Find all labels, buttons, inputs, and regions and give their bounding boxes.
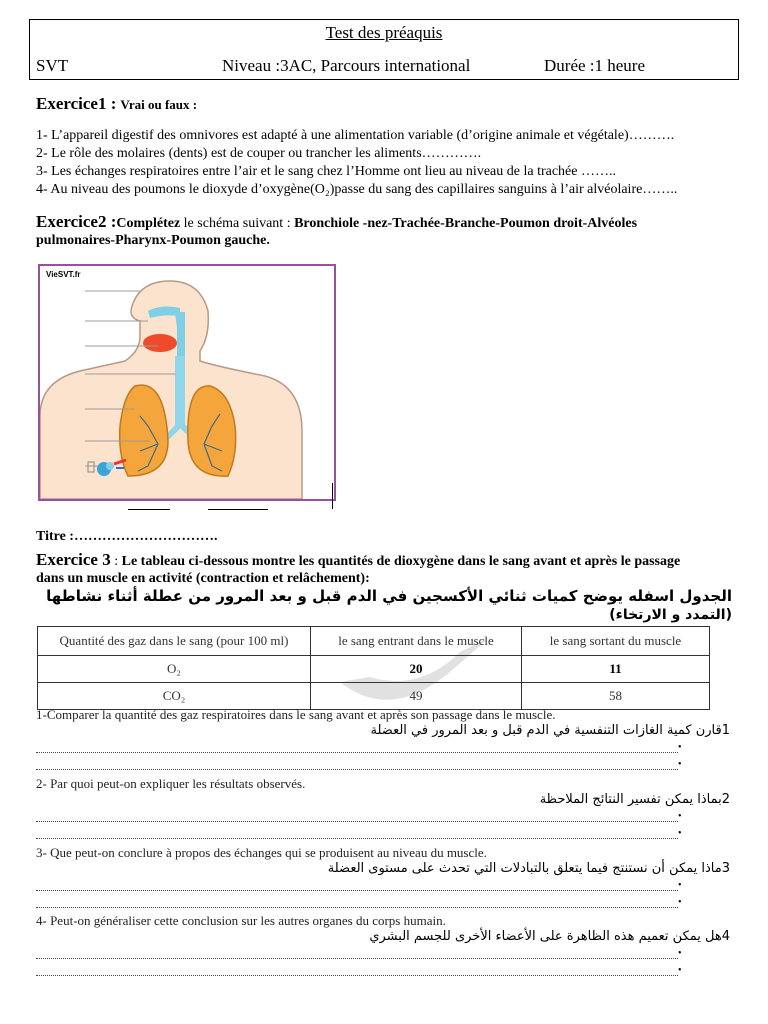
label-line: [128, 509, 170, 510]
ex2-instruction: le schéma suivant :: [180, 216, 295, 231]
question-ar: 2بماذا يمكن تفسير النتائج الملاحظة: [539, 792, 730, 807]
ex3-sep: :: [110, 554, 122, 569]
question-fr: 2- Par quoi peut-on expliquer les résultats observés.: [36, 776, 306, 791]
table-header: le sang sortant du muscle: [522, 627, 710, 656]
diagram-title-blank: Titre :………………………….: [36, 529, 218, 544]
gas-table: [37, 626, 710, 710]
question-fr: 3- Que peut-on conclure à propos des échanges qui se produisent au niveau du muscle.: [36, 845, 487, 860]
answer-line: [36, 907, 678, 908]
answer-line: [36, 958, 678, 959]
level: Niveau :3AC, Parcours international: [222, 56, 471, 75]
table-header: Quantité des gaz dans le sang (pour 100 ml): [38, 627, 311, 656]
question-ar: 1قارن كمية الغازات التنفسية في الدم قبل و بعد المرور في العضلة: [370, 723, 730, 738]
ex1-item: 3- Les échanges respiratoires entre l’air et le sang chez l’Homme ont lieu au niveau de la trachée ……..: [36, 164, 616, 179]
answer-line: [36, 975, 678, 976]
table-cell: O₂: [38, 656, 311, 683]
ex3-intro-ar: الجدول اسفله يوضح كميات ثنائي الأكسجين في الدم قبل و بعد المرور من عطلة أثناء نشاطها: [46, 587, 732, 605]
subject: SVT: [36, 56, 69, 75]
ex3-intro: Le tableau ci-dessous montre les quantités de dioxygène dans le sang avant et après le passage: [121, 554, 681, 569]
ex3-intro-cont: dans un muscle en activité (contraction et relâchement):: [36, 571, 370, 586]
answer-line: [36, 752, 678, 753]
ex2-terms: Bronchiole -nez-Trachée-Branche-Poumon droit-Alvéoles: [294, 216, 638, 231]
ex3-intro-ar-cont: (التمدد و الارتخاء): [609, 607, 732, 623]
answer-line: [36, 838, 678, 839]
ex1-label: Exercice1 :: [36, 94, 117, 113]
test-title: Test des préaquis: [325, 23, 443, 42]
question-ar: 4هل يمكن تعميم هذه الظاهرة على الأعضاء الأخرى للجسم البشري: [369, 929, 730, 944]
ex1-item: 1- L’appareil digestif des omnivores est adapté à une alimentation variable (d’origine animale et végétale)……….: [36, 128, 675, 143]
ex1-item: 4- Au niveau des poumons le dioxyde d’oxygène(O₂)passe du sang des capillaires sanguins à l’air alvéolaire……..: [36, 182, 678, 197]
ex2-label: Exercice2 :: [36, 212, 117, 231]
label-line: [332, 483, 333, 509]
answer-line: [36, 769, 678, 770]
table-cell: 58: [522, 683, 710, 710]
answer-line: [36, 890, 678, 891]
table-header: le sang entrant dans le muscle: [311, 627, 522, 656]
header-box: [29, 19, 739, 80]
ex1-heading: [36, 94, 197, 114]
figure-credit: VieSVT.fr: [46, 270, 81, 279]
ex1-instruction: Vrai ou faux :: [120, 97, 198, 112]
ex2-instruction-bold: Complétez: [116, 216, 181, 231]
table-cell: 49: [311, 683, 522, 710]
duration: Durée :1 heure: [544, 56, 646, 75]
question-fr: 1-Comparer la quantité des gaz respiratoires dans le sang avant et après son passage dans le muscle.: [36, 707, 556, 722]
table-cell: 11: [522, 656, 710, 683]
respiratory-diagram: [38, 264, 336, 501]
ex1-item: 2- Le rôle des molaires (dents) est de couper ou trancher les aliments………….: [36, 146, 482, 161]
ex2-heading: [36, 212, 736, 233]
table-cell: 20: [311, 656, 522, 683]
table-cell: CO₂: [38, 683, 311, 710]
ex2-terms-cont: pulmonaires-Pharynx-Poumon gauche.: [36, 233, 270, 248]
question-ar: 3ماذا يمكن أن نستنتج فيما يتعلق بالتبادلات التي تحدث على مستوى العضلة: [327, 861, 730, 876]
question-fr: 4- Peut-on généraliser cette conclusion sur les autres organes du corps humain.: [36, 913, 446, 928]
label-line: [208, 509, 268, 510]
answer-line: [36, 821, 678, 822]
ex3-label: Exercice 3: [36, 550, 111, 569]
ex3-heading: [36, 550, 680, 570]
